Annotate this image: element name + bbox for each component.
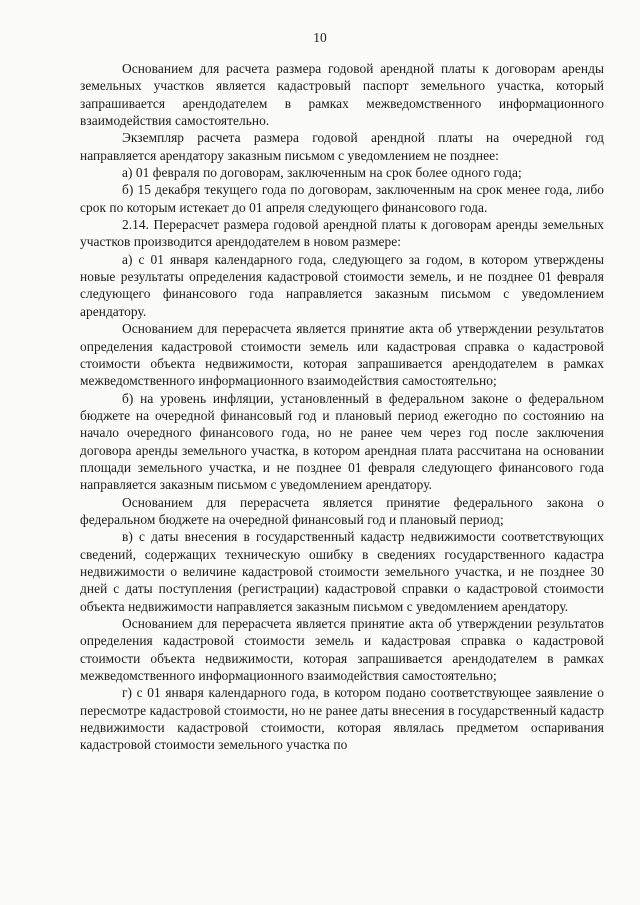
paragraph-recalc-basis-v: Основанием для перерасчета является принятие акта об утверждении результатов определения кадастровой стоимости земель и кадастровая справка о кадастровой стоимости объекта недвижимости, которая запрашивается арендодателем в рамках межведомственного информационного взаимодействия самостоятельно; <box>80 616 604 684</box>
paragraph-item-b-december: б) 15 декабря текущего года по договорам, заключенным на срок менее года, либо срок по которым истекает до 01 апреля следующего финансового года. <box>80 182 604 215</box>
page-number: 10 <box>313 30 327 45</box>
paragraph-recalc-item-g: г) с 01 января календарного года, в котором подано соответствующее заявление о пересмотре кадастровой стоимости, но не ранее даты внесения в государственный кадастр недвижимости кадастровой стоимости, которая являлась предметом оспаривания кадастровой стоимости земельного участка по <box>80 685 604 753</box>
paragraph-recalc-item-a: а) с 01 января календарного года, следующего за годом, в котором утверждены новые результаты определения кадастровой стоимости земель, и не позднее 01 февраля следующего финансового года направляется заказным письмом с уведомлением арендатору. <box>80 251 604 319</box>
paragraph-basis-cadastral-passport: Основанием для расчета размера годовой арендной платы к договорам аренды земельных участков является кадастровый паспорт земельного участка, который запрашивается арендодателем в рамках межведомственного информационного взаимодействия самостоятельно. <box>80 61 604 129</box>
paragraph-item-a-february: а) 01 февраля по договорам, заключенным на срок более одного года; <box>122 165 522 181</box>
paragraph-recalc-basis-b: Основанием для перерасчета является принятие федерального закона о федеральном бюджете на очередной финансовый год и плановый период; <box>80 494 604 527</box>
paragraph-section-2-14: 2.14. Перерасчет размера годовой арендной платы к договорам аренды земельных участков производится арендодателем в новом размере: <box>80 217 604 250</box>
paragraph-recalc-basis-a: Основанием для перерасчета является принятие акта об утверждении результатов определения кадастровой стоимости земель или кадастровая справка о кадастровой стоимости объекта недвижимости, которая запрашивается арендодателем в рамках межведомственного информационного взаимодействия самостоятельно; <box>80 321 604 389</box>
paragraph-recalc-item-b: б) на уровень инфляции, установленный в федеральном законе о федеральном бюджете на очередной финансовый год и плановый период ежегодно по состоянию на начало очередного финансового года, но не ранее чем через год после заключения договора аренды земельного участка, в котором арендная плата рассчитана на основании площади земельного участка, и не позднее 01 февраля следующего финансового года направляется заказным письмом с уведомлением арендатору. <box>80 390 604 493</box>
paragraph-recalc-item-v: в) с даты внесения в государственный кадастр недвижимости соответствующих сведений, содержащих техническую ошибку в сведениях государственного кадастра недвижимости о величине кадастровой стоимости земельного участка, и не позднее 30 дней с даты поступления (регистрации) кадастровой справки о кадастровой стоимости объекта недвижимости направляется заказным письмом с уведомлением арендатору. <box>80 529 604 614</box>
document-body <box>80 60 604 754</box>
paragraph-calculation-copy: Экземпляр расчета размера годовой арендной платы на очередной год направляется арендатору заказным письмом с уведомлением не позднее: <box>80 130 604 163</box>
